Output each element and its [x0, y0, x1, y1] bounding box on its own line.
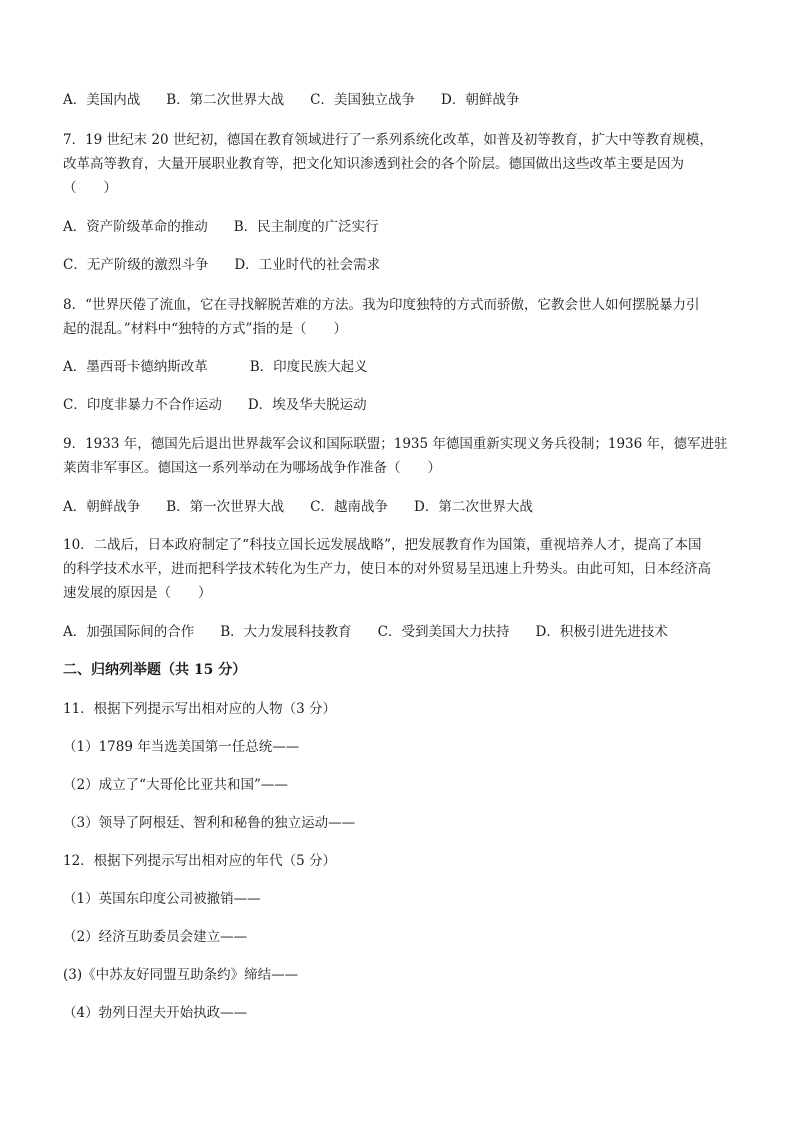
option-d: D．工业时代的社会需求: [234, 257, 381, 273]
q12-item-1: （1）英国东印度公司被撤销——: [63, 891, 261, 907]
option-d: D．朝鲜战争: [441, 92, 520, 108]
q10-stem-line-3: 速发展的原因是（ ）: [63, 585, 212, 601]
q12-item-4: （4）勃列日涅夫开始执政——: [63, 1005, 248, 1021]
q12-stem: 12．根据下列提示写出相对应的年代（5 分）: [63, 853, 337, 869]
option-c: C．印度非暴力不合作运动: [63, 397, 222, 413]
q12-item-3: (3)《中苏友好同盟互助条约》缔结——: [63, 967, 299, 983]
option-b: B．大力发展科技教育: [220, 624, 352, 640]
q9-options: [63, 497, 533, 517]
q7-stem-line-2: 改革高等教育，大量开展职业教育等，把文化知识渗透到社会的各个阶层。德国做出这些改革主要是因为: [63, 156, 684, 172]
q12-item-2: （2）经济互助委员会建立——: [63, 929, 248, 945]
q7-answer-blank: （ ）: [63, 180, 117, 196]
option-c: C．美国独立战争: [310, 92, 416, 108]
q11-item-1: （1）1789 年当选美国第一任总统——: [63, 739, 300, 755]
q8-options-row-2: [63, 395, 367, 415]
option-b: B．第一次世界大战: [166, 499, 285, 515]
option-a: A．朝鲜战争: [63, 499, 141, 515]
q10-stem-line-1: 10．二战后，日本政府制定了“科技立国长远发展战略”，把发展教育作为国策，重视培养人才，提高了本国: [63, 537, 702, 553]
option-b: B．第二次世界大战: [166, 92, 285, 108]
option-d: D．第二次世界大战: [414, 499, 533, 515]
option-b: B．印度民族大起义: [249, 359, 368, 375]
q9-stem-line-2: 莱茵非军事区。德国这一系列举动在为哪场战争作准备（ ）: [63, 460, 441, 476]
q10-options: [63, 622, 668, 642]
option-c: C．越南战争: [310, 499, 389, 515]
option-a: A．加强国际间的合作: [63, 624, 195, 640]
q11-stem: 11．根据下列提示写出相对应的人物（3 分）: [63, 701, 337, 717]
option-a: A．资产阶级革命的推动: [63, 219, 208, 235]
q8-stem-line-1: 8．“世界厌倦了流血，它在寻找解脱苦难的方法。我为印度独特的方式而骄傲，它教会世人如何摆脱暴力引: [63, 297, 700, 313]
option-a: A．美国内战: [63, 92, 141, 108]
q6-options: [63, 90, 519, 110]
q8-stem-line-2: 起的混乱。”材料中“独特的方式”指的是（ ）: [63, 321, 347, 337]
option-d: D．埃及华夫脱运动: [247, 397, 367, 413]
option-b: B．民主制度的广泛实行: [233, 219, 379, 235]
q10-stem-line-2: 的科学技术水平，进而把科学技术转化为生产力，使日本的对外贸易呈迅速上升势头。由此可知，日本经济高: [63, 561, 711, 577]
option-a: A．墨西哥卡德纳斯改革: [63, 359, 208, 375]
q7-options-row-2: [63, 255, 380, 275]
option-c: C．无产阶级的激烈斗争: [63, 257, 209, 273]
q11-item-3: （3）领导了阿根廷、智利和秘鲁的独立运动——: [63, 815, 356, 831]
section-2-heading: 二、归纳列举题（共 15 分）: [63, 662, 247, 678]
q8-options-row-1: [63, 357, 368, 377]
option-d: D．积极引进先进技术: [535, 624, 668, 640]
q7-options-row-1: [63, 217, 379, 237]
option-c: C．受到美国大力扶持: [377, 624, 510, 640]
q9-stem-line-1: 9．1933 年，德国先后退出世界裁军会议和国际联盟；1935 年德国重新实现义务兵役制；1936 年，德军进驻: [63, 436, 728, 452]
q7-stem-line-1: 7．19 世纪末 20 世纪初，德国在教育领域进行了一系列系统化改革，如普及初等教育，扩大中等教育规模，: [63, 132, 713, 148]
q11-item-2: （2）成立了“大哥伦比亚共和国”——: [63, 777, 288, 793]
